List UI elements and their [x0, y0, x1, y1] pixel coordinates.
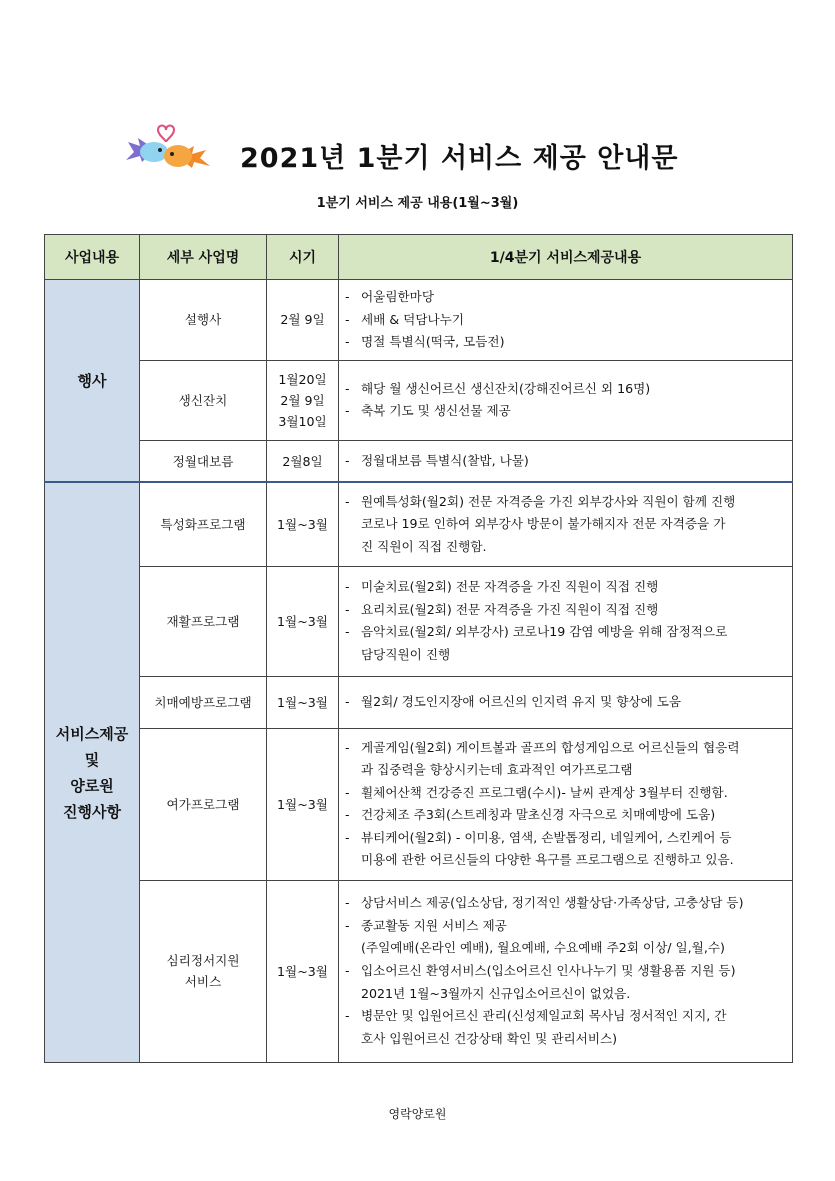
- program-name: 설행사: [140, 280, 267, 361]
- list-item: - 월2회/ 경도인지장애 어르신의 인지력 유지 및 향상에 도움: [345, 693, 682, 709]
- list-item: - 건강체조 주3회(스트레칭과 말초신경 자극으로 치매예방에 도움): [345, 807, 716, 823]
- program-name: 여가프로그램: [140, 728, 267, 880]
- table-row: [45, 880, 793, 1062]
- program-period: 2월8일: [267, 440, 339, 482]
- program-content: [339, 440, 793, 482]
- table-header-row: [45, 235, 793, 280]
- list-item: - 축복 기도 및 생신선물 제공: [345, 403, 511, 419]
- list-item: - 뷰티케어(월2회) - 이미용, 염색, 손발톱정리, 네일케어, 스킨케어 등: [345, 829, 732, 845]
- program-period: 1월~3월: [267, 566, 339, 676]
- program-name: 정월대보름: [140, 440, 267, 482]
- program-period: 1월~3월: [267, 728, 339, 880]
- list-item: - 해당 월 생신어르신 생신잔치(강해진어르신 외 16명): [345, 380, 651, 396]
- list-item: - 음악치료(월2회/ 외부강사) 코로나19 감염 예방을 위해 잠정적으로: [345, 624, 728, 640]
- page-title: 2021년 1분기 서비스 제공 안내문: [240, 143, 679, 174]
- page-subtitle: 1분기 서비스 제공 내용(1월~3월): [316, 196, 519, 211]
- list-item: - 세배 & 덕담나누기: [345, 311, 464, 327]
- list-item: - 게골게임(월2회) 게이트볼과 골프의 합성게임으로 어르신들의 협응력: [345, 739, 740, 755]
- program-period: 1월20일 2월 9일 3월10일: [267, 360, 339, 440]
- list-item: - 입소어르신 환영서비스(입소어르신 인사나누기 및 생활용품 지원 등): [345, 962, 736, 978]
- category-event: 행사: [45, 280, 140, 483]
- program-name: 재활프로그램: [140, 566, 267, 676]
- program-content: - 원예특성화(월2회) 전문 자격증을 가진 외부강사와 직원이 함께 진행 코로나 19로 인하여 외부강사 방문이 불가해지자 전문 자격증을 가 진 직원이 직접 진행함.: [339, 482, 793, 566]
- column-header: 사업내용: [45, 235, 140, 280]
- column-header: 세부 사업명: [140, 235, 267, 280]
- list-item: - 원예특성화(월2회) 전문 자격증을 가진 외부강사와 직원이 함께 진행: [345, 493, 736, 509]
- program-period: 1월~3월: [267, 482, 339, 566]
- table-row: [45, 440, 793, 482]
- program-content: [339, 280, 793, 361]
- program-name: 생신잔치: [140, 360, 267, 440]
- list-item: - 병문안 및 입원어르신 관리(신성제일교회 목사님 정서적인 지지, 간: [345, 1008, 727, 1024]
- column-header: 시기: [267, 235, 339, 280]
- program-name: 심리정서지원 서비스: [140, 880, 267, 1062]
- program-period: 2월 9일: [267, 280, 339, 361]
- table-row: [45, 676, 793, 728]
- program-content: - 상담서비스 제공(입소상담, 정기적인 생활상담·가족상담, 고충상담 등) - 종교활동 지원 서비스 제공 (주일예배(온라인 예배), 월요예배, 수요예배 주2회 이상/ 일,월,수) - 입소어르신 환영서비스(입소어르신 인사나누기 및 생활용품 지원 등) 2021년 1월~3월까지 신규입소어르신이 없었음. - 병문안 및 입원어르신 관리(신성제일교회 목사님 정서적인 지지, 간 호사 입원어르신 건강상태 확인 및 관리서비스): [339, 880, 793, 1062]
- category-service: 서비스제공 및 양로원 진행사항: [45, 482, 140, 1062]
- program-name: 특성화프로그램: [140, 482, 267, 566]
- table-row: [45, 566, 793, 676]
- service-table: [44, 234, 793, 1063]
- program-period: 1월~3월: [267, 880, 339, 1062]
- two-fish-with-heart-icon: [120, 120, 220, 172]
- program-name: 치매예방프로그램: [140, 676, 267, 728]
- list-item: - 상담서비스 제공(입소상담, 정기적인 생활상담·가족상담, 고충상담 등): [345, 895, 744, 911]
- program-content: - 미술치료(월2회) 전문 자격증을 가진 직원이 직접 진행 - 요리치료(월2회) 전문 자격증을 가진 직원이 직접 진행 - 음악치료(월2회/ 외부강사) 코로나19 감염 예방을 위해 잠정적으로 담당직원이 진행: [339, 566, 793, 676]
- list-item: - 종교활동 지원 서비스 제공: [345, 917, 507, 933]
- list-item: - 정월대보름 특별식(찰밥, 나물): [345, 452, 529, 468]
- list-item: - 미술치료(월2회) 전문 자격증을 가진 직원이 직접 진행: [345, 579, 659, 595]
- footer-organization: 영락양로원: [388, 1107, 447, 1121]
- column-header: 1/4분기 서비스제공내용: [339, 235, 793, 280]
- list-item: - 요리치료(월2회) 전문 자격증을 가진 직원이 직접 진행: [345, 601, 659, 617]
- table-row: [45, 728, 793, 880]
- list-item: - 휠체어산책 건강증진 프로그램(수시)- 날씨 관계상 3월부터 진행함.: [345, 784, 728, 800]
- program-content: [339, 360, 793, 440]
- list-item: - 명절 특별식(떡국, 모듬전): [345, 334, 505, 350]
- program-period: 1월~3월: [267, 676, 339, 728]
- title-block: [120, 120, 720, 190]
- table-row: [45, 280, 793, 361]
- program-content: [339, 676, 793, 728]
- list-item: - 어울림한마당: [345, 289, 434, 304]
- table-row: [45, 360, 793, 440]
- program-content: - 게골게임(월2회) 게이트볼과 골프의 합성게임으로 어르신들의 협응력 과 집중력을 향상시키는데 효과적인 여가프로그램 - 휠체어산책 건강증진 프로그램(수시)- 날씨 관계상 3월부터 진행함. - 건강체조 주3회(스트레칭과 말초신경 자극으로 치매예방에 도움) - 뷰티케어(월2회) - 이미용, 염색, 손발톱정리, 네일케어, 스킨케어 등 미용에 관한 어르신들의 다양한 욕구를 프로그램으로 진행하고 있음.: [339, 728, 793, 880]
- table-row: [45, 482, 793, 566]
